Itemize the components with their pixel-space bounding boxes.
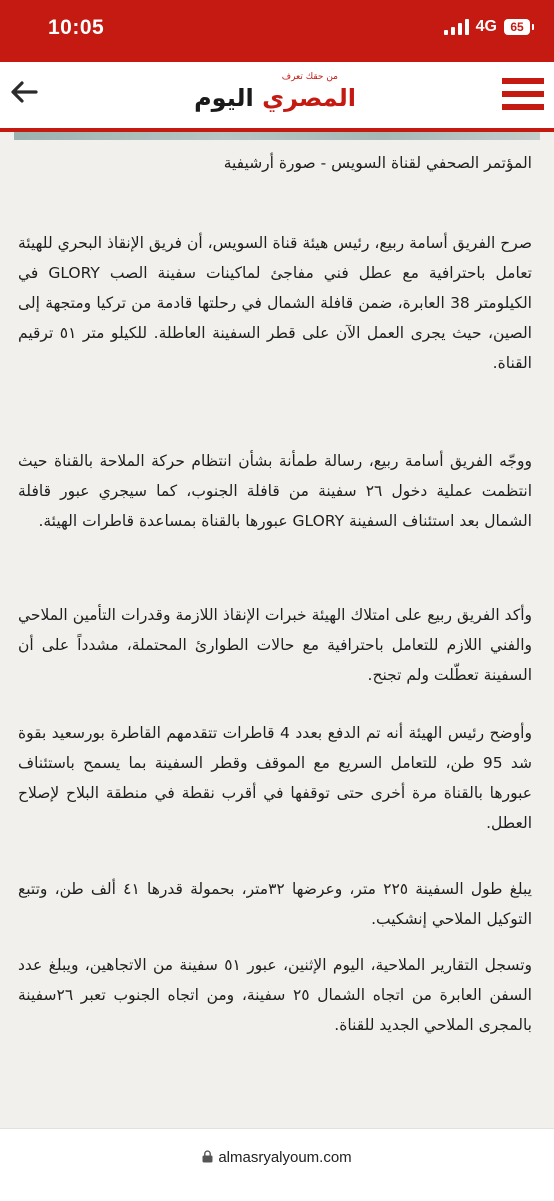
article-paragraph: صرح الفريق أسامة ربيع، رئيس هيئة قناة السويس، أن فريق الإنقاذ البحري للهيئة تعامل باحترافية مع عطل فني مفاجئ لماكينات سفينة الصب GLORY في الكيلومتر 38 العابرة، ضمن قافلة الشمال في رحلتها قادمة من تركيا ومتجهة إلى الصين، حيث يجرى العمل الآن على قطر السفينة العاطلة. للكيلو متر ٥١ ترقيم القناة.: [18, 234, 532, 372]
logo-part-2: اليوم: [194, 84, 254, 112]
article-paragraph: يبلغ طول السفينة ٢٢٥ متر، وعرضها ٣٢متر، بحمولة قدرها ٤١ ألف طن، وتتبع التوكيل الملاحي إنشكيب.: [18, 880, 532, 928]
article-paragraph: ووجّه الفريق أسامة ربيع، رسالة طمأنة بشأن انتظام حركة الملاحة بالقناة حيث انتظمت عملية دخول ٢٦ سفينة من قافلة الجنوب، كما سيجري عبور قافلة الشمال بعد استئناف السفينة GLORY عبورها بالقناة بمساعدة قاطرات الهيئة.: [18, 452, 533, 530]
image-caption: المؤتمر الصحفي لقناة السويس - صورة أرشيفية: [223, 154, 532, 172]
status-time: 10:05: [48, 16, 105, 39]
logo-tagline: من حقك تعرف: [281, 72, 338, 82]
status-bar: [0, 0, 554, 62]
url-domain: almasryalyoum.com: [218, 1149, 352, 1166]
logo-part-1: المصري: [262, 84, 356, 112]
cellular-signal-icon: [444, 19, 469, 35]
url-display[interactable]: [0, 1149, 554, 1166]
status-indicators: [444, 18, 530, 36]
site-logo[interactable]: [194, 72, 356, 116]
article-paragraph: وأوضح رئيس الهيئة أنه تم الدفع بعدد 4 قاطرات تتقدمهم القاطرة بورسعيد بقوة شد 95 طن، للتعامل السريع مع الموقف وقطر السفينة بما يسمح باستئناف عبورها بالقناة مرة أخرى حتى توقفها في أقرب نقطة في منطقة البلاح لإصلاح العطل.: [18, 724, 532, 832]
battery-level: 65: [510, 20, 524, 34]
back-arrow-icon[interactable]: [8, 76, 40, 108]
network-type: 4G: [475, 18, 497, 35]
article-image-bottom: [14, 132, 540, 140]
article-paragraph: وأكد الفريق ربيع على امتلاك الهيئة خبرات الإنقاذ اللازمة وقدرات التأمين الملاحي والفني اللازم للتعامل باحترافية مع حالات الطوارئ المحتملة، مشدداً على أن السفينة تعطّلت ولم تجنح.: [18, 606, 532, 684]
article-paragraph: وتسجل التقارير الملاحية، اليوم الإثنين، عبور ٥١ سفينة من الاتجاهين، ويبلغ عدد السفن العابرة من اتجاه الشمال ٢٥ سفينة، ومن اتجاه الجنوب تعبر ٢٦سفينة بالمجرى الملاحي الجديد للقناة.: [18, 956, 532, 1034]
lock-icon: [202, 1150, 213, 1163]
site-header: [0, 62, 554, 132]
battery-icon: [504, 19, 530, 35]
logo-wordmark: [194, 84, 356, 112]
browser-url-bar[interactable]: [0, 1128, 554, 1201]
hamburger-menu-icon[interactable]: [502, 70, 544, 118]
